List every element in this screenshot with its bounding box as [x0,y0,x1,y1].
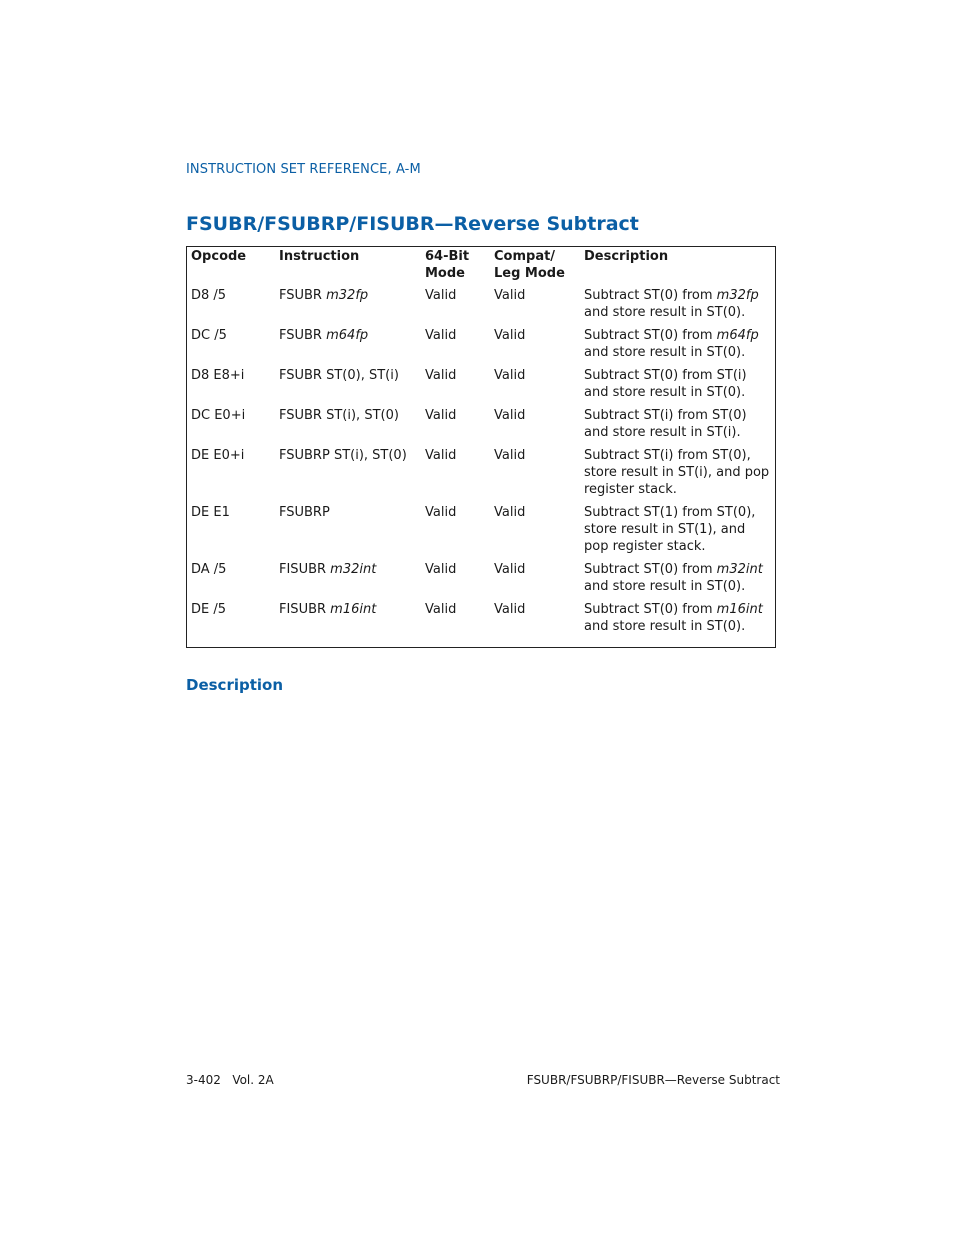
table-row [187,287,775,327]
description-text: Subtract ST(0) from [584,288,717,303]
cell-opcode: DE E1 [191,505,230,520]
footer-page-number: 3-402 Vol. 2A [186,1073,274,1087]
description-text-tail: and store result in ST(0). [584,345,746,360]
instruction-mnemonic: FSUBR ST(i), ST(0) [279,408,399,423]
col-header-instruction: Instruction [279,249,360,264]
cell-opcode: DC /5 [191,328,227,343]
description-text: Subtract ST(i) from ST(0) and store result in ST(i). [584,408,747,440]
running-header: INSTRUCTION SET REFERENCE, A-M [186,162,421,177]
table-row [187,561,775,601]
description-text: Subtract ST(0) from ST(i) and store result in ST(0). [584,368,747,400]
description-operand: m16int [716,602,763,617]
cell-64bit-mode: Valid [425,368,457,383]
cell-64bit-mode: Valid [425,448,457,463]
instruction-mnemonic: FSUBRP [279,505,330,520]
cell-description [580,447,775,504]
cell-64bit-mode: Valid [425,328,457,343]
description-operand: m32fp [716,288,759,303]
cell-compat-mode: Valid [494,562,526,577]
description-text: Subtract ST(i) from ST(0), store result in ST(i), and pop register stack. [584,448,770,497]
cell-instruction [275,504,421,561]
cell-description [580,287,775,327]
cell-opcode: D8 /5 [191,288,227,303]
cell-64bit-mode: Valid [425,505,457,520]
table-row [187,367,775,407]
cell-opcode: D8 E8+i [191,368,245,383]
cell-instruction [275,327,421,367]
footer-title: FSUBR/FSUBRP/FISUBR—Reverse Subtract [526,1073,780,1087]
cell-instruction [275,407,421,447]
cell-64bit-mode: Valid [425,288,457,303]
col-header-64bit-line2: Mode [425,266,465,281]
cell-description [580,601,775,641]
cell-64bit-mode: Valid [425,602,457,617]
col-header-compat-line1: Compat/ [494,249,556,264]
cell-opcode: DE /5 [191,602,227,617]
col-header-description: Description [584,249,669,264]
cell-instruction [275,601,421,641]
instruction-operand: m32int [330,562,377,577]
instruction-operand: m32fp [326,288,369,303]
instruction-mnemonic: FSUBR ST(0), ST(i) [279,368,399,383]
col-header-opcode: Opcode [191,249,247,264]
instruction-operand: m16int [330,602,377,617]
cell-compat-mode: Valid [494,448,526,463]
description-heading: Description [186,676,284,694]
description-text: Subtract ST(0) from [584,602,717,617]
col-header-compat-line2: Leg Mode [494,266,565,281]
description-text-tail: and store result in ST(0). [584,579,746,594]
table-header-row [187,247,775,287]
description-operand: m64fp [716,328,759,343]
cell-description [580,367,775,407]
table-row [187,504,775,561]
cell-opcode: DA /5 [191,562,227,577]
instruction-mnemonic: FISUBR [279,602,331,617]
col-header-64bit-line1: 64-Bit [425,249,470,264]
cell-description [580,504,775,561]
table-row [187,447,775,504]
cell-compat-mode: Valid [494,328,526,343]
page-title: FSUBR/FSUBRP/FISUBR—Reverse Subtract [186,213,639,235]
cell-instruction [275,287,421,327]
cell-description [580,327,775,367]
table-row [187,407,775,447]
cell-description [580,561,775,601]
instruction-mnemonic: FSUBR [279,328,327,343]
instruction-mnemonic: FISUBR [279,562,331,577]
cell-opcode: DE E0+i [191,448,245,463]
description-text: Subtract ST(0) from [584,562,717,577]
description-operand: m32int [716,562,763,577]
cell-instruction [275,367,421,407]
description-text: Subtract ST(0) from [584,328,717,343]
instruction-mnemonic: FSUBR [279,288,327,303]
col-header-64bit-mode [421,247,490,287]
cell-opcode: DC E0+i [191,408,246,423]
cell-compat-mode: Valid [494,602,526,617]
cell-compat-mode: Valid [494,505,526,520]
table-row [187,601,775,641]
table-row [187,327,775,367]
cell-compat-mode: Valid [494,408,526,423]
cell-compat-mode: Valid [494,288,526,303]
cell-instruction [275,447,421,504]
cell-64bit-mode: Valid [425,408,457,423]
cell-description [580,407,775,447]
description-text-tail: and store result in ST(0). [584,619,746,634]
cell-instruction [275,561,421,601]
opcode-table [186,246,776,648]
description-text: Subtract ST(1) from ST(0), store result in ST(1), and pop register stack. [584,505,756,554]
instruction-mnemonic: FSUBRP ST(i), ST(0) [279,448,407,463]
col-header-compat-mode [490,247,580,287]
cell-compat-mode: Valid [494,368,526,383]
description-text-tail: and store result in ST(0). [584,305,746,320]
instruction-operand: m64fp [326,328,369,343]
cell-64bit-mode: Valid [425,562,457,577]
